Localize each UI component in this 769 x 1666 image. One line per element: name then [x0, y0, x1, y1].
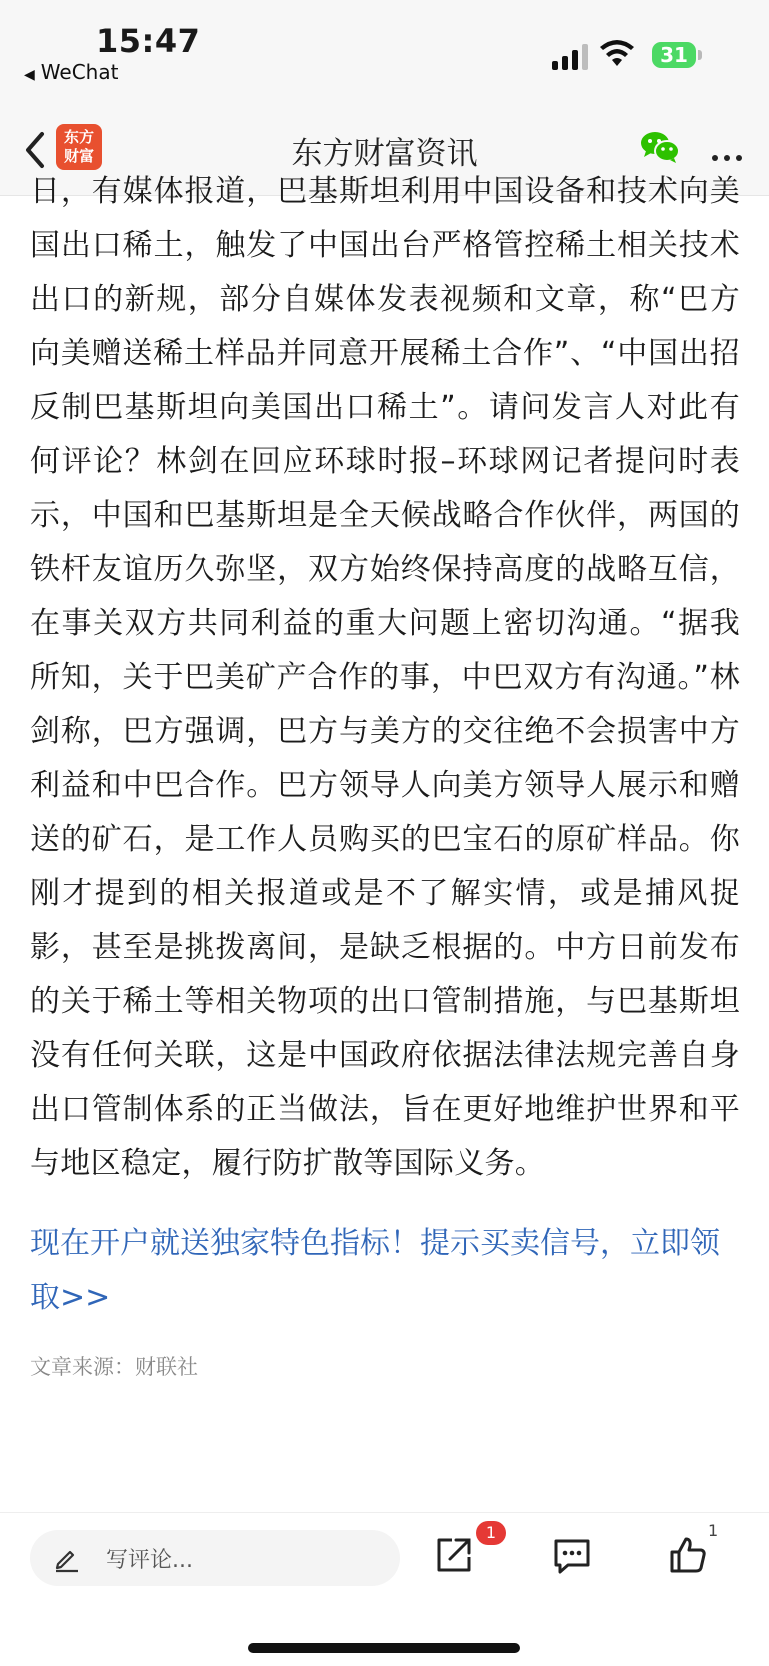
article-content	[30, 174, 740, 1515]
battery-nub	[698, 50, 702, 60]
status-bar	[0, 0, 769, 100]
wifi-icon	[600, 38, 634, 68]
like-count: 1	[708, 1521, 719, 1540]
more-options-icon[interactable]	[712, 146, 748, 165]
promo-link[interactable]: 现在开户就送独家特色指标！提示买卖信号，立即领取>>	[30, 1226, 720, 1315]
pencil-icon	[52, 1544, 80, 1572]
page-title: 东方财富资讯	[291, 136, 478, 172]
thumbs-up-icon[interactable]	[668, 1535, 708, 1575]
article-source: 文章来源：财联社	[30, 1355, 198, 1379]
battery-level: 31	[660, 43, 688, 67]
comment-input[interactable]	[30, 1530, 400, 1586]
comment-placeholder: 写评论...	[106, 1548, 193, 1573]
publisher-logo: 东方 财富	[56, 124, 102, 170]
share-badge: 1	[476, 1521, 506, 1545]
home-indicator[interactable]	[248, 1643, 520, 1653]
back-triangle-icon: ◀	[24, 67, 35, 83]
wechat-icon[interactable]	[640, 130, 680, 164]
share-icon[interactable]	[434, 1535, 474, 1575]
status-time: 15:47	[96, 22, 201, 60]
back-app-label: WeChat	[40, 60, 119, 84]
comments-icon[interactable]	[552, 1537, 592, 1575]
bottom-action-bar	[0, 1512, 769, 1666]
cellular-signal-icon	[552, 40, 592, 70]
battery-icon	[652, 42, 696, 68]
back-to-app-link[interactable]	[24, 60, 118, 84]
article-body: 日，有媒体报道，巴基斯坦利用中国设备和技术向美国出口稀土，触发了中国出台严格管控稀土相关技术出口的新规，部分自媒体发表视频和文章，称“巴方向美赠送稀土样品并同意开展稀土合作”、“中国出招反制巴基斯坦向美国出口稀土”。请问发言人对此有何评论？林剑在回应环球时报–环球网记者提问时表示，中国和巴基斯坦是全天候战略合作伙伴，两国的铁杆友谊历久弥坚，双方始终保持高度的战略互信，在事关双方共同利益的重大问题上密切沟通。“据我所知，关于巴美矿产合作的事，中巴双方有沟通。”林剑称，巴方强调，巴方与美方的交往绝不会损害中方利益和中巴合作。巴方领导人向美方领导人展示和赠送的矿石，是工作人员购买的巴宝石的原矿样品。你刚才提到的相关报道或是不了解实情，或是捕风捉影，甚至是挑拨离间，是缺乏根据的。中方日前发布的关于稀土等相关物项的出口管制措施，与巴基斯坦没有任何关联，这是中国政府依据法律法规完善自身出口管制体系的正当做法，旨在更好地维护世界和平与地区稳定，履行防扩散等国际义务。	[30, 174, 740, 1181]
